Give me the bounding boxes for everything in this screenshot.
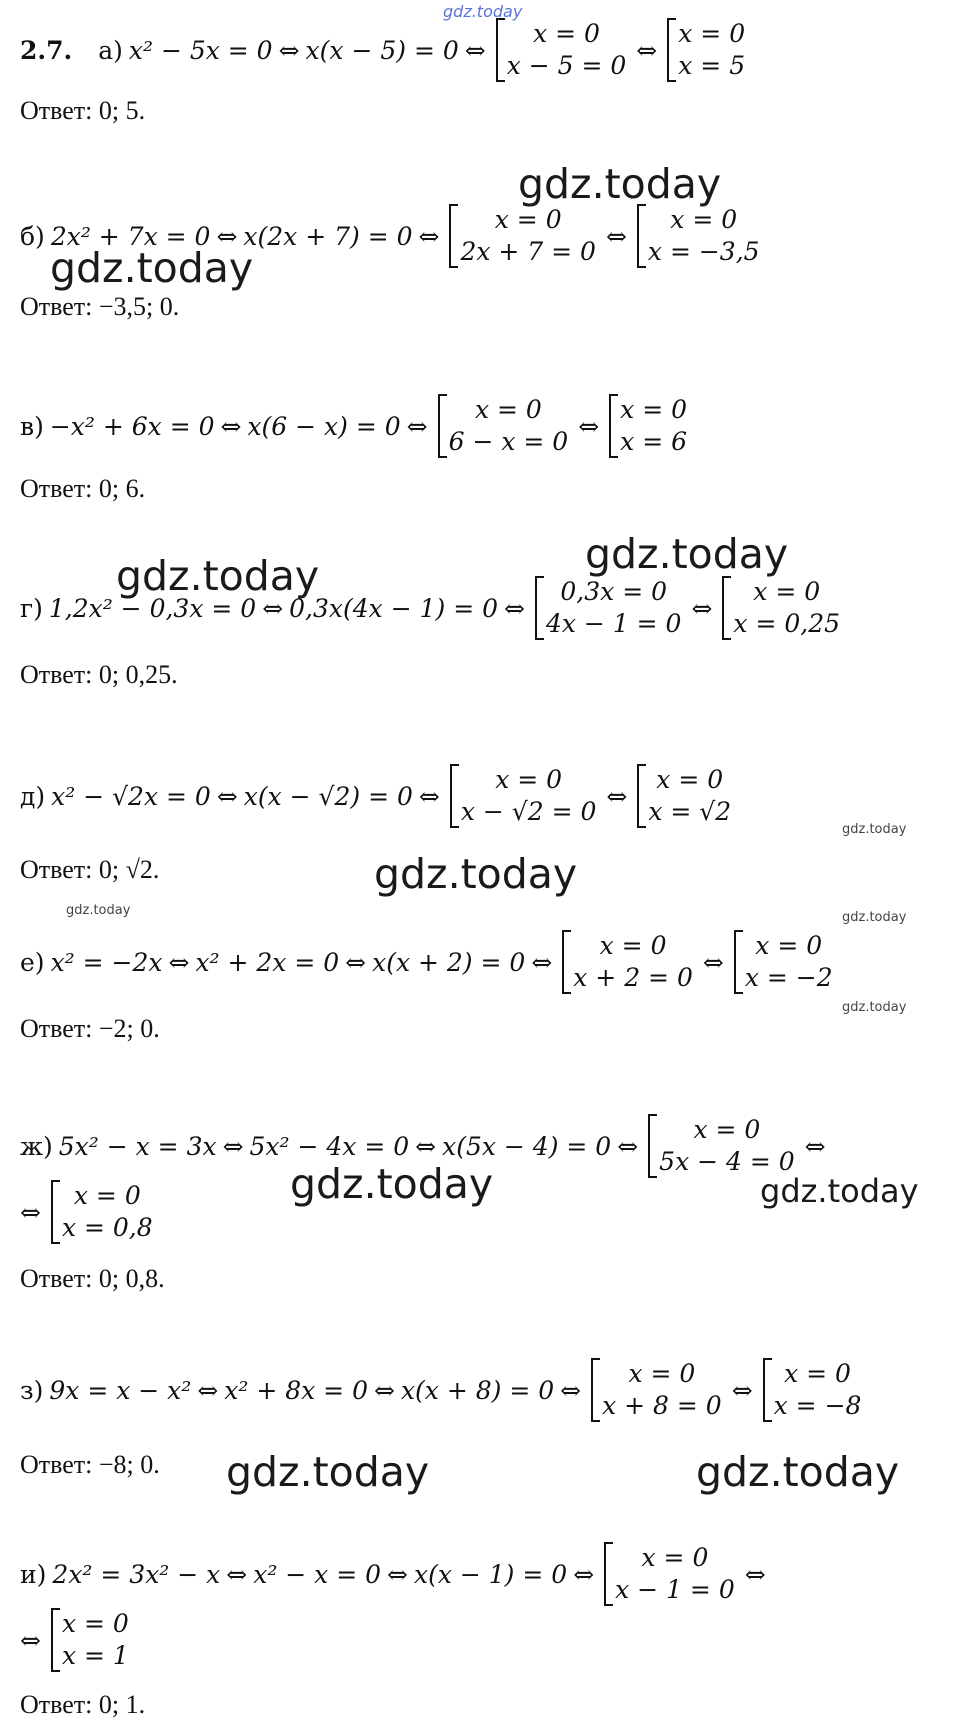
part-a-eq: x² − 5x = 0: [128, 35, 273, 65]
part-h-answer: Ответ: −8; 0.: [20, 1450, 160, 1479]
iff-symbol: ⇔: [418, 221, 440, 251]
part-c-system-2: [609, 394, 687, 458]
iff-symbol: ⇔: [744, 1559, 766, 1589]
iff-symbol: ⇔: [345, 947, 367, 977]
part-d-factored: 0,3x(4x − 1) = 0: [289, 593, 499, 623]
part-h-system-2: [763, 1358, 862, 1422]
watermark: gdz.today: [585, 530, 789, 578]
system-line: x = 0: [533, 19, 600, 48]
system-line: 0,3x = 0: [560, 577, 668, 606]
system-line: x + 8 = 0: [602, 1391, 722, 1420]
part-b-label: б): [20, 221, 45, 251]
system-line: x + 2 = 0: [573, 963, 693, 992]
system-line: x = 0: [620, 395, 688, 424]
iff-symbol: ⇔: [617, 1131, 639, 1161]
iff-symbol: ⇔: [262, 593, 284, 623]
system-line: 6 − x = 0: [448, 427, 569, 456]
part-g-eq: 5x² − x = 3x: [58, 1131, 217, 1161]
system-line: x = 0: [73, 1181, 141, 1210]
part-h-eq: 9x = x − x²: [49, 1375, 192, 1405]
part-i-system-2: [51, 1608, 129, 1672]
iff-symbol: ⇔: [691, 593, 713, 623]
watermark: gdz.today: [518, 160, 722, 208]
part-e-system-1: [450, 764, 597, 828]
iff-symbol: ⇔: [226, 1559, 248, 1589]
system-line: x = −2: [744, 963, 833, 992]
system-line: x = 0: [755, 931, 823, 960]
part-h-system-1: [591, 1358, 722, 1422]
iff-symbol: ⇔: [531, 947, 553, 977]
part-c-answer: Ответ: 0; 6.: [20, 474, 146, 503]
iff-symbol: ⇔: [278, 35, 300, 65]
part-a-equation: [20, 18, 749, 82]
watermark: gdz.today: [50, 244, 254, 292]
part-c-factored: x(6 − x) = 0: [247, 411, 401, 441]
part-g-moved: 5x² − 4x = 0: [249, 1131, 410, 1161]
iff-symbol: ⇔: [418, 781, 440, 811]
system-line: x = 0: [753, 577, 821, 606]
part-d-eq: 1,2x² − 0,3x = 0: [48, 593, 257, 623]
iff-symbol: ⇔: [606, 781, 628, 811]
part-b-factored: x(2x + 7) = 0: [243, 221, 413, 251]
iff-symbol: ⇔: [197, 1375, 219, 1405]
system-line: x = 1: [61, 1641, 129, 1670]
iff-symbol: ⇔: [504, 593, 525, 623]
system-line: x = 0,25: [733, 609, 841, 638]
part-e-eq: x² − √2x = 0: [51, 781, 211, 811]
part-h-factored: x(x + 8) = 0: [400, 1375, 555, 1405]
part-a-system-2: [667, 18, 745, 82]
system-line: x = √2: [648, 797, 732, 826]
part-c-label: в): [20, 411, 44, 441]
system-line: x = 0,8: [61, 1213, 153, 1242]
part-i-answer: Ответ: 0; 1.: [20, 1690, 146, 1719]
watermark: gdz.today: [696, 1448, 900, 1496]
part-f-factored: x(x + 2) = 0: [372, 947, 526, 977]
iff-symbol: ⇔: [216, 221, 238, 251]
system-line: x − 5 = 0: [506, 51, 627, 80]
part-e-factored: x(x − √2) = 0: [243, 781, 413, 811]
part-g-continuation: [20, 1180, 157, 1244]
watermark-top: gdz.today: [443, 2, 523, 21]
system-line: x = 0: [693, 1115, 761, 1144]
part-f-eq: x² = −2x: [50, 947, 163, 977]
part-f-moved: x² + 2x = 0: [195, 947, 340, 977]
iff-symbol: ⇔: [702, 947, 724, 977]
part-e-equation: [20, 764, 735, 828]
part-a-label: а): [98, 35, 123, 65]
part-g-label: ж): [20, 1131, 53, 1161]
part-i-label: и): [20, 1559, 47, 1589]
iff-symbol: ⇔: [415, 1131, 437, 1161]
system-line: x − √2 = 0: [460, 797, 597, 826]
system-line: x = 0: [61, 1609, 129, 1638]
part-c-equation: [20, 394, 691, 458]
part-f-label: е): [20, 947, 45, 977]
part-a-system-1: [496, 18, 627, 82]
part-g-system-2: [51, 1180, 153, 1244]
part-a-answer: Ответ: 0; 5.: [20, 96, 146, 125]
part-g-factored: x(5x − 4) = 0: [442, 1131, 612, 1161]
part-c-eq: −x² + 6x = 0: [49, 411, 215, 441]
iff-symbol: ⇔: [406, 411, 428, 441]
watermark-small: gdz.today: [66, 903, 131, 918]
part-i-system-1: [604, 1542, 735, 1606]
part-b-answer: Ответ: −3,5; 0.: [20, 292, 180, 321]
part-i-moved: x² − x = 0: [253, 1559, 382, 1589]
system-line: x = −3,5: [647, 237, 760, 266]
system-line: 4x − 1 = 0: [545, 609, 682, 638]
part-i-equation: [20, 1542, 772, 1606]
watermark: gdz.today: [290, 1160, 494, 1208]
part-b-eq: 2x² + 7x = 0: [50, 221, 211, 251]
problem-number: 2.7.: [20, 35, 73, 65]
part-d-system-2: [722, 576, 840, 640]
watermark-small: gdz.today: [842, 1000, 907, 1015]
part-i-continuation: [20, 1608, 133, 1672]
part-f-answer: Ответ: −2; 0.: [20, 1014, 160, 1043]
watermark: gdz.today: [226, 1448, 430, 1496]
part-i-factored: x(x − 1) = 0: [413, 1559, 568, 1589]
system-line: 5x − 4 = 0: [659, 1147, 795, 1176]
system-line: x = −8: [773, 1391, 862, 1420]
system-line: x = 6: [620, 427, 688, 456]
part-e-answer: Ответ: 0; √2.: [20, 855, 160, 884]
iff-symbol: ⇔: [464, 35, 486, 65]
part-b-system-1: [449, 204, 596, 268]
system-line: x = 0: [641, 1543, 709, 1572]
system-line: x = 0: [494, 205, 562, 234]
part-e-label: д): [20, 781, 46, 811]
system-line: x = 0: [628, 1359, 696, 1388]
part-h-label: з): [20, 1375, 44, 1405]
iff-symbol: ⇔: [636, 35, 658, 65]
system-line: x = 0: [656, 765, 724, 794]
part-b-system-2: [637, 204, 760, 268]
part-f-equation: [20, 930, 837, 994]
iff-symbol: ⇔: [222, 1131, 244, 1161]
system-line: x = 0: [599, 931, 667, 960]
iff-symbol: ⇔: [373, 1375, 395, 1405]
watermark: gdz.today: [116, 552, 320, 600]
iff-symbol: ⇔: [216, 781, 238, 811]
system-line: x = 5: [678, 51, 746, 80]
system-line: x = 0: [670, 205, 738, 234]
iff-symbol: ⇔: [804, 1131, 826, 1161]
part-d-label: г): [20, 593, 43, 623]
iff-symbol: ⇔: [168, 947, 190, 977]
system-line: x = 0: [784, 1359, 851, 1388]
watermark: gdz.today: [374, 850, 578, 898]
part-f-system-2: [734, 930, 833, 994]
part-e-system-2: [637, 764, 731, 828]
watermark-small: gdz.today: [842, 910, 907, 925]
part-h-equation: [20, 1358, 865, 1422]
part-d-system-1: [535, 576, 682, 640]
part-d-equation: [20, 576, 844, 640]
iff-symbol: ⇔: [578, 411, 600, 441]
part-f-system-1: [562, 930, 693, 994]
iff-symbol: ⇔: [560, 1375, 582, 1405]
iff-symbol: ⇔: [573, 1559, 595, 1589]
system-line: x = 0: [474, 395, 542, 424]
part-c-system-1: [438, 394, 569, 458]
part-i-eq: 2x² = 3x² − x: [52, 1559, 221, 1589]
watermark-small: gdz.today: [842, 822, 907, 837]
iff-symbol: ⇔: [731, 1375, 753, 1405]
watermark: gdz.today: [760, 1172, 919, 1210]
part-a-factored: x(x − 5) = 0: [305, 35, 459, 65]
iff-symbol: ⇔: [387, 1559, 408, 1589]
part-g-answer: Ответ: 0; 0,8.: [20, 1264, 165, 1293]
system-line: x = 0: [495, 765, 563, 794]
part-g-system-1: [648, 1114, 795, 1178]
iff-symbol: ⇔: [20, 1625, 41, 1655]
system-line: x − 1 = 0: [615, 1575, 735, 1604]
iff-symbol: ⇔: [20, 1197, 41, 1227]
system-line: 2x + 7 = 0: [460, 237, 596, 266]
part-d-answer: Ответ: 0; 0,25.: [20, 660, 178, 689]
part-h-moved: x² + 8x = 0: [224, 1375, 368, 1405]
system-line: x = 0: [678, 19, 746, 48]
iff-symbol: ⇔: [220, 411, 242, 441]
iff-symbol: ⇔: [605, 221, 627, 251]
